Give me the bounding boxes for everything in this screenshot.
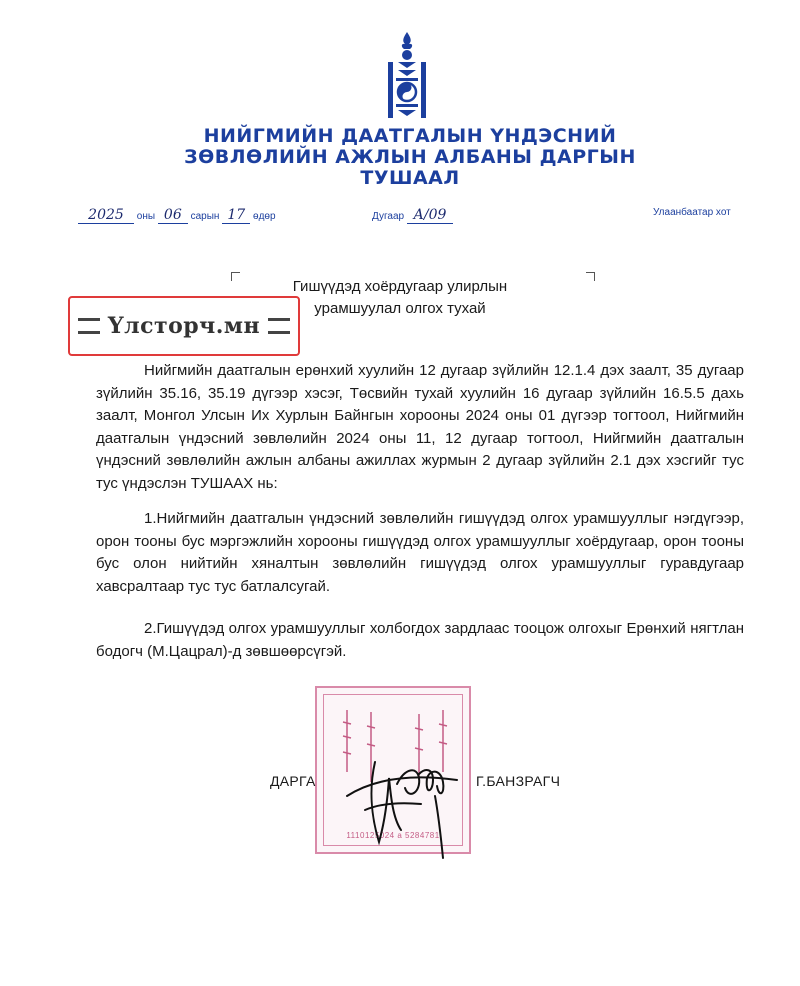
watermark-wing-left-icon (78, 318, 100, 334)
date-year: 2025 (78, 207, 134, 224)
subject-line1: Гишүүдэд хоёрдугаар улирлын (292, 278, 508, 295)
subject-bracket-left (231, 272, 240, 281)
watermark-wing-right-icon (268, 318, 290, 334)
date-day: 17 (222, 207, 250, 224)
signatory-name: Г.БАНЗРАГЧ (476, 773, 561, 789)
subject-line2: урамшуулал олгох тухай (314, 300, 486, 317)
date-month: 06 (158, 207, 188, 224)
order-number-line (372, 207, 453, 224)
date-line (78, 207, 276, 224)
order-item-1: 1.Нийгмийн даатгалын үндэсний зөвлөлийн гишүүдэд олгох урамшууллыг нэгдүгээр, орон тооны бус мэргэжлийн хорооны гишүүдэд олгох урамшууллыг хоёрдугаар, орон тооны бус олон нийтийн хяналтын зөвлөлийн гишүүдэд олгох урамшууллыг гуравдугаар хавсралтаар тус тус батлалсугай. (96, 510, 744, 595)
date-month-suffix: сарын (190, 211, 220, 222)
order-number-label: Дугаар (372, 211, 405, 222)
order-item-2: 2.Гишүүдэд олгох урамшууллыг холбогдох зардлаас тооцож олгохыг Ерөнхий нягтлан бодогч (М.Цацрал)-д зөвшөөрсүгэй. (96, 620, 744, 660)
stamp-number: 1110125024 а 5284781 (346, 831, 440, 840)
subject-bracket-right (586, 272, 595, 281)
watermark-text: Үлсторч.мн (107, 313, 261, 339)
date-day-suffix: өдөр (253, 211, 276, 222)
date-year-suffix: оны (136, 211, 156, 222)
watermark-box (68, 296, 300, 356)
soyombo-emblem-icon (384, 30, 430, 122)
org-title-line2: ЗӨВЛӨЛИЙН АЖЛЫН АЛБАНЫ ДАРГЫН (184, 146, 636, 168)
document-type-title: ТУШААЛ (360, 167, 460, 189)
org-title-line1: НИЙГМИЙН ДААТГАЛЫН ҮНДЭСНИЙ (203, 125, 617, 147)
signatory-position: ДАРГА (270, 773, 316, 789)
preamble-paragraph: Нийгмийн даатгалын ерөнхий хуулийн 12 дугаар зүйлийн 12.1.4 дэх заалт, 35 дугаар зүйлийн 35.16, 35.19 дүгээр хэсэг, Төсвийн тухай хуулийн 16 дугаар зүйлийн 16.5.5 дахь заалт, Монгол Улсын Их Хурлын Байнгын хорооны 2024 оны 01 дүгээр тогтоол, Нийгмийн даатгалын үндэсний зөвлөлийн 2024 оны 11, 12 дугаар тогтоол, Нийгмийн даатгалын үндэсний зөвлөлийн ажлын албаны ажиллах журмын 2 дугаар зүйлийн 2.1 дэх хэсгийг тус тус үндэслэн ТУШААХ нь: (96, 362, 744, 492)
place: Улаанбаатар хот (653, 207, 731, 218)
handwritten-signature (335, 738, 475, 863)
order-number: А/09 (407, 207, 453, 224)
